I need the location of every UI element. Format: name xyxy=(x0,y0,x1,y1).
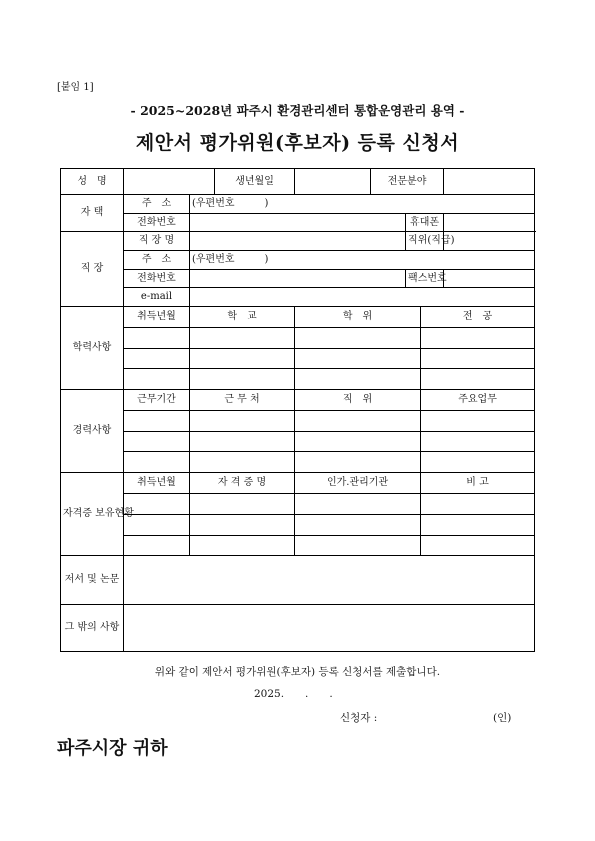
education-label: 학력사항 xyxy=(61,307,124,390)
addressee: 파주시장 귀하 xyxy=(57,738,168,759)
career-label: 경력사항 xyxy=(61,390,124,473)
mobile-label: 휴대폰 xyxy=(406,213,444,232)
home-address-label: 주 소 xyxy=(124,194,190,213)
career-cell[interactable] xyxy=(421,410,535,431)
education-cell[interactable] xyxy=(295,348,421,369)
publications-label: 저서 및 논문 xyxy=(61,556,124,605)
career-header: 근무기간 xyxy=(124,390,190,411)
document-title: 제안서 평가위원(후보자) 등록 신청서 xyxy=(135,132,460,154)
workplace-name-label: 직 장 명 xyxy=(124,232,190,251)
specialty-label: 전문분야 xyxy=(371,169,444,195)
qualification-cell[interactable] xyxy=(421,493,535,514)
education-header: 학 교 xyxy=(190,307,295,328)
career-cell[interactable] xyxy=(295,431,421,452)
qualification-header: 취득년월 xyxy=(124,473,190,494)
career-header: 직 위 xyxy=(295,390,421,411)
position-rank-field[interactable] xyxy=(444,232,535,251)
qualification-header: 자 격 증 명 xyxy=(190,473,295,494)
applicant-label: 신청자 : xyxy=(340,712,378,724)
home-address-field[interactable]: (우편번호 ) xyxy=(190,194,535,213)
career-cell[interactable] xyxy=(124,410,190,431)
birth-date-label: 생년월일 xyxy=(215,169,295,195)
birth-date-field[interactable] xyxy=(295,169,371,195)
career-cell[interactable] xyxy=(295,410,421,431)
education-cell[interactable] xyxy=(124,348,190,369)
position-rank-label: 직위(직급) xyxy=(406,232,444,251)
workplace-name-field[interactable] xyxy=(190,232,406,251)
attachment-label: [붙임 1] xyxy=(57,82,94,93)
email-field[interactable] xyxy=(190,288,535,307)
education-cell[interactable] xyxy=(190,369,295,390)
career-cell[interactable] xyxy=(190,410,295,431)
qualification-cell[interactable] xyxy=(295,535,421,556)
email-label: e-mail xyxy=(124,288,190,307)
career-cell[interactable] xyxy=(124,452,190,473)
qualification-header: 비 고 xyxy=(421,473,535,494)
qualification-cell[interactable] xyxy=(295,493,421,514)
career-header: 주요업무 xyxy=(421,390,535,411)
education-cell[interactable] xyxy=(190,348,295,369)
education-cell[interactable] xyxy=(295,327,421,348)
education-cell[interactable] xyxy=(124,327,190,348)
home-label: 자 택 xyxy=(61,194,124,231)
home-phone-field[interactable] xyxy=(190,213,406,232)
work-address-field[interactable]: (우편번호 ) xyxy=(190,251,535,270)
career-cell[interactable] xyxy=(190,431,295,452)
other-label: 그 밖의 사항 xyxy=(61,605,124,652)
qualification-cell[interactable] xyxy=(421,514,535,535)
name-field[interactable] xyxy=(124,169,215,195)
work-phone-field[interactable] xyxy=(190,269,406,288)
education-cell[interactable] xyxy=(421,327,535,348)
fax-field[interactable] xyxy=(444,269,535,288)
qualification-cell[interactable] xyxy=(190,514,295,535)
career-cell[interactable] xyxy=(421,431,535,452)
work-phone-label: 전화번호 xyxy=(124,269,190,288)
qualification-label: 자격증 보유현황 xyxy=(61,473,124,556)
education-cell[interactable] xyxy=(124,369,190,390)
workplace-label: 직 장 xyxy=(61,232,124,307)
education-header: 취득년월 xyxy=(124,307,190,328)
career-cell[interactable] xyxy=(295,452,421,473)
name-label: 성 명 xyxy=(61,169,124,195)
education-cell[interactable] xyxy=(295,369,421,390)
mobile-field[interactable] xyxy=(444,213,535,232)
education-header: 전 공 xyxy=(421,307,535,328)
education-cell[interactable] xyxy=(190,327,295,348)
qualification-cell[interactable] xyxy=(124,535,190,556)
publications-field[interactable] xyxy=(124,556,535,605)
career-cell[interactable] xyxy=(124,431,190,452)
home-phone-label: 전화번호 xyxy=(124,213,190,232)
work-address-label: 주 소 xyxy=(124,251,190,270)
confirmation-text: 위와 같이 제안서 평가위원(후보자) 등록 신청서를 제출합니다. xyxy=(154,666,441,678)
other-field[interactable] xyxy=(124,605,535,652)
seal-mark: (인) xyxy=(493,712,512,724)
career-cell[interactable] xyxy=(190,452,295,473)
qualification-header: 인가.관리기관 xyxy=(295,473,421,494)
education-cell[interactable] xyxy=(421,369,535,390)
qualification-cell[interactable] xyxy=(421,535,535,556)
qualification-cell[interactable] xyxy=(295,514,421,535)
career-header: 근 무 처 xyxy=(190,390,295,411)
education-cell[interactable] xyxy=(421,348,535,369)
career-cell[interactable] xyxy=(421,452,535,473)
project-subtitle: - 2025~2028년 파주시 환경관리센터 통합운영관리 용역 - xyxy=(130,103,465,118)
education-header: 학 위 xyxy=(295,307,421,328)
fax-label: 팩스번호 xyxy=(406,269,444,288)
submission-date: 2025. . . xyxy=(254,688,333,700)
application-form xyxy=(60,168,535,652)
qualification-cell[interactable] xyxy=(190,535,295,556)
qualification-cell[interactable] xyxy=(190,493,295,514)
specialty-field[interactable] xyxy=(444,169,535,195)
